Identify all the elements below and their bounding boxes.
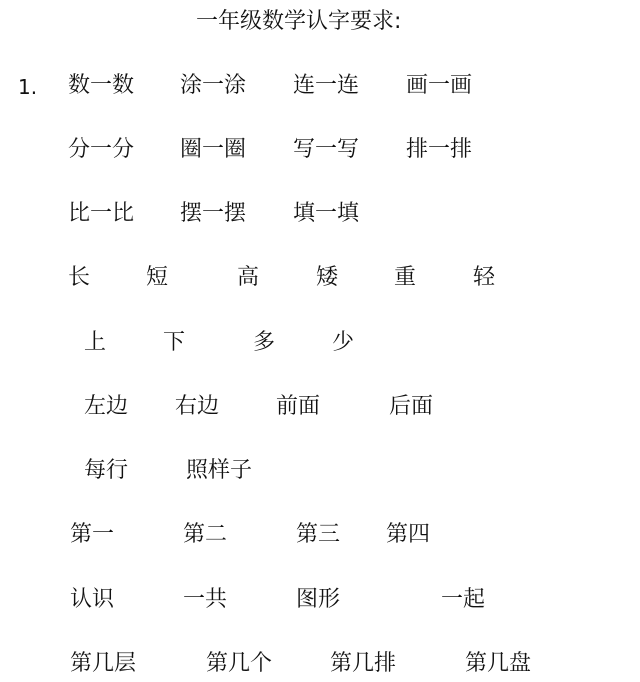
vocab-word: 第几盘 (465, 651, 532, 676)
vocab-word: 后面 (389, 394, 434, 419)
vocab-word: 下 (163, 330, 186, 355)
vocab-word: 一共 (183, 587, 228, 612)
vocab-word: 连一连 (293, 73, 360, 98)
vocab-word: 每行 (84, 458, 129, 483)
vocab-word: 少 (332, 330, 355, 355)
vocab-word: 前面 (276, 394, 321, 419)
vocab-word: 涂一涂 (180, 73, 247, 98)
vocab-word: 矮 (316, 265, 339, 290)
vocab-word: 重 (394, 265, 417, 290)
vocab-word: 填一填 (293, 201, 360, 226)
vocab-word: 排一排 (406, 137, 473, 162)
vocab-word: 第三 (296, 522, 341, 547)
page-title: 一年级数学认字要求: (196, 9, 402, 34)
vocab-word: 第四 (386, 522, 431, 547)
vocab-word: 写一写 (293, 137, 360, 162)
list-number: 1. (18, 75, 38, 99)
vocab-word: 摆一摆 (180, 201, 247, 226)
vocab-word: 分一分 (68, 137, 135, 162)
vocab-word: 左边 (84, 394, 129, 419)
vocab-word: 图形 (296, 587, 341, 612)
vocab-word: 画一画 (406, 73, 473, 98)
vocab-word: 第二 (183, 522, 228, 547)
vocab-word: 长 (68, 265, 91, 290)
vocab-word: 第几层 (70, 651, 137, 676)
vocab-word: 第几个 (206, 651, 273, 676)
vocab-word: 照样子 (186, 458, 253, 483)
vocab-word: 高 (237, 265, 260, 290)
vocab-word: 第几排 (330, 651, 397, 676)
vocab-word: 上 (84, 330, 107, 355)
vocab-word: 多 (253, 330, 276, 355)
vocab-word: 短 (146, 265, 169, 290)
vocab-word: 认识 (70, 587, 115, 612)
vocab-word: 数一数 (68, 73, 135, 98)
vocab-word: 右边 (175, 394, 220, 419)
vocab-word: 比一比 (68, 201, 135, 226)
vocab-word: 第一 (70, 522, 115, 547)
vocab-word: 轻 (473, 265, 496, 290)
vocab-word: 圈一圈 (180, 137, 247, 162)
vocab-word: 一起 (441, 587, 486, 612)
